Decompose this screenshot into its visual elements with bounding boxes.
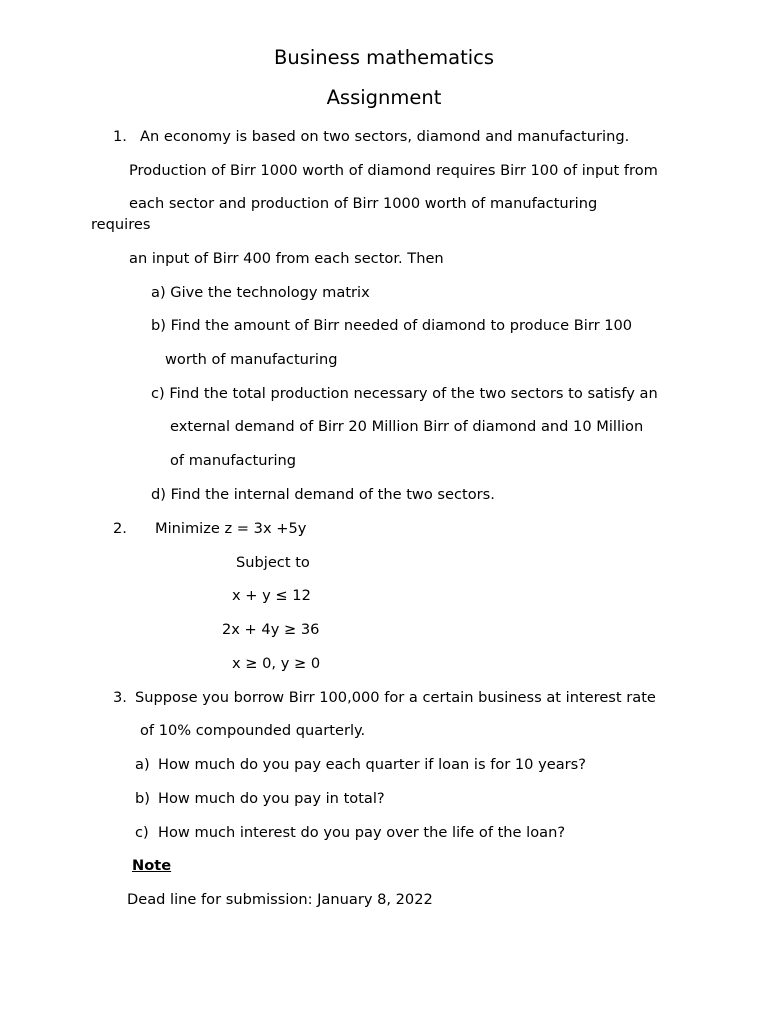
- q3-number: 3.: [113, 689, 127, 706]
- q3-item-b-label: b): [135, 790, 150, 807]
- q1-item-c-line-1: c) Find the total production necessary of the two sectors to satisfy an: [151, 385, 658, 402]
- q3-item-b: How much do you pay in total?: [158, 790, 385, 807]
- q2-objective: Minimize z = 3x +5y: [155, 520, 307, 537]
- q1-line-3-wrap: requires: [91, 216, 151, 233]
- q2-subject-to: Subject to: [236, 554, 310, 571]
- q1-item-b-line-1: b) Find the amount of Birr needed of diamond to produce Birr 100: [151, 317, 633, 334]
- deadline-text: Dead line for submission: January 8, 2022: [127, 891, 433, 908]
- document-subtitle: Assignment: [326, 86, 442, 109]
- q1-line-3: each sector and production of Birr 1000 worth of manufacturing: [129, 195, 598, 212]
- q2-constraint-1: x + y ≤ 12: [232, 587, 311, 604]
- q1-item-b-line-2: worth of manufacturing: [165, 351, 338, 368]
- q3-line-2: of 10% compounded quarterly.: [140, 722, 366, 739]
- q1-item-d: d) Find the internal demand of the two sectors.: [151, 486, 495, 503]
- q1-line-2: Production of Birr 1000 worth of diamond requires Birr 100 of input from: [129, 162, 658, 179]
- q3-item-a-label: a): [135, 756, 150, 773]
- q1-line-4: an input of Birr 400 from each sector. Then: [129, 250, 444, 267]
- q1-item-a: a) Give the technology matrix: [151, 284, 370, 301]
- q2-constraint-3: x ≥ 0, y ≥ 0: [232, 655, 321, 672]
- q1-item-c-line-2: external demand of Birr 20 Million Birr of diamond and 10 Million: [170, 418, 644, 435]
- document-title: Business mathematics: [273, 46, 495, 69]
- q3-item-a: How much do you pay each quarter if loan is for 10 years?: [158, 756, 587, 773]
- q1-line-1: An economy is based on two sectors, diamond and manufacturing.: [140, 128, 630, 145]
- q3-line-1: Suppose you borrow Birr 100,000 for a certain business at interest rate: [135, 689, 656, 706]
- q1-item-c-line-3: of manufacturing: [170, 452, 297, 469]
- q1-number: 1.: [113, 128, 127, 145]
- note-heading: Note: [132, 857, 172, 874]
- q3-item-c-label: c): [135, 824, 149, 841]
- q2-number: 2.: [113, 520, 127, 537]
- q2-constraint-2: 2x + 4y ≥ 36: [222, 621, 320, 638]
- q3-item-c: How much interest do you pay over the life of the loan?: [158, 824, 566, 841]
